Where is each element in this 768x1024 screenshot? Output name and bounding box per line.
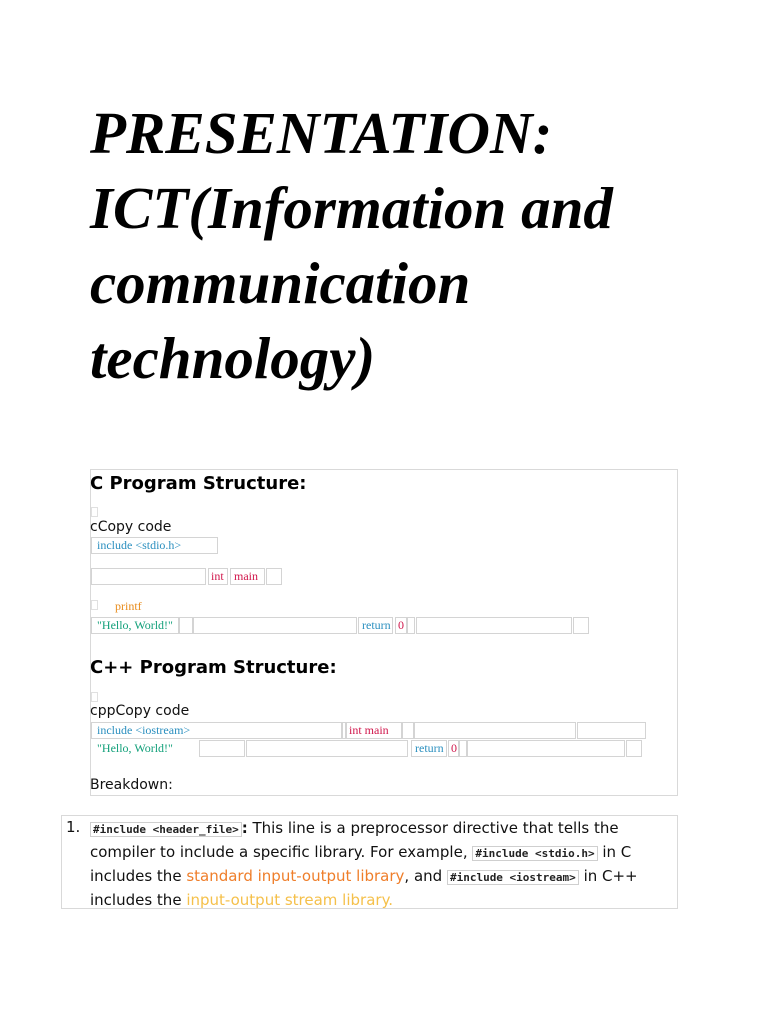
cpp-copy-code-button[interactable]: cppCopy code [90, 703, 190, 719]
c-code-blank [91, 568, 206, 585]
cpp-code-blank-3 [246, 740, 408, 757]
cpp-code-include: include <iostream> [91, 722, 342, 739]
c-code-zero: 0 [395, 617, 407, 634]
c-code-hello: "Hello, World!" [91, 617, 179, 634]
c-code-main: main [230, 568, 265, 585]
list-item-text [90, 817, 670, 912]
code-iostream: #include <iostream> [447, 870, 579, 885]
c-code-blank-3 [416, 617, 572, 634]
cpp-code-blank-4 [467, 740, 625, 757]
list-text-2: in C includes the [90, 843, 632, 885]
cpp-code-semicolon [199, 740, 245, 757]
c-code-semi-2 [407, 617, 415, 634]
standard-io-library-link[interactable]: standard input-output library [186, 867, 405, 885]
c-placeholder-box [91, 507, 98, 517]
cpp-structure-heading: C++ Program Structure: [90, 657, 337, 678]
c-structure-heading: C Program Structure: [90, 473, 307, 494]
list-colon: : [241, 819, 248, 837]
title-line-2: ICT(Information and [90, 175, 613, 241]
c-code-paren [266, 568, 282, 585]
code-header-file: #include <header_file> [90, 822, 242, 837]
list-text-3: , and [404, 867, 447, 885]
c-code-include: include <stdio.h> [91, 537, 218, 554]
cpp-placeholder-box [91, 692, 98, 702]
c-indent-box [91, 600, 98, 610]
cpp-code-paren [402, 722, 414, 739]
cpp-code-semi-2 [459, 740, 467, 757]
c-code-blank-2 [193, 617, 357, 634]
code-stdio: #include <stdio.h> [472, 846, 597, 861]
io-stream-library-link[interactable]: input-output stream library. [186, 891, 394, 909]
list-item-number: 1. [66, 818, 81, 836]
c-code-semicolon [179, 617, 193, 634]
cpp-code-return: return [411, 740, 447, 757]
title-line-1: PRESENTATION: [90, 100, 553, 166]
presentation-title [90, 96, 730, 396]
cpp-code-brace [626, 740, 642, 757]
c-code-printf: printf [115, 599, 142, 613]
list-text-1: This line is a preprocessor directive that tells the compiler to include a specific library. For example, [90, 819, 619, 861]
breakdown-label: Breakdown: [90, 777, 173, 793]
list-text-4: in C++ includes the [90, 867, 638, 909]
cpp-code-zero: 0 [448, 740, 459, 757]
c-code-return: return [358, 617, 393, 634]
cpp-code-hello: "Hello, World!" [97, 741, 173, 755]
cpp-code-blank [414, 722, 576, 739]
title-line-4: technology) [90, 325, 376, 391]
cpp-code-blank-2 [577, 722, 646, 739]
c-copy-code-button[interactable]: cCopy code [90, 519, 172, 535]
cpp-code-int-main: int main [346, 722, 402, 739]
c-code-brace [573, 617, 589, 634]
c-code-int: int [208, 568, 228, 585]
title-line-3: communication [90, 250, 471, 316]
